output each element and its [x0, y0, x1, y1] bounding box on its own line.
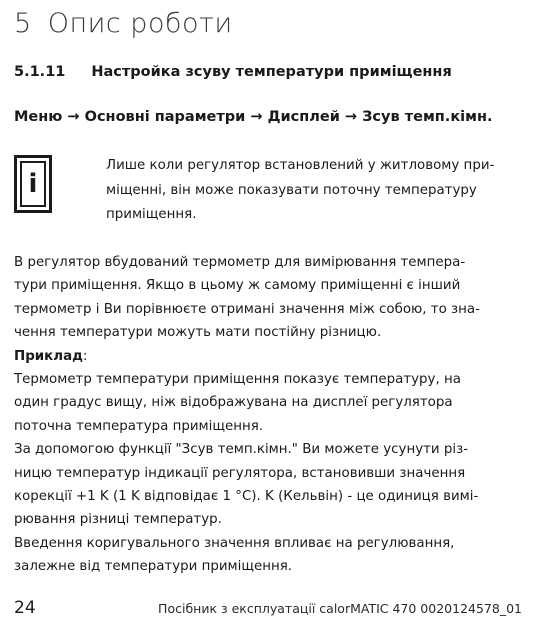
chapter-title: Опис роботи: [47, 8, 233, 39]
body-line: чення температури можуть мати постійну різницю.: [14, 325, 382, 341]
info-note: [106, 154, 524, 228]
info-icon-glyph: i: [20, 161, 46, 207]
body-line: Введення коригувального значення впливає на регулювання,: [14, 535, 455, 551]
body-line: тури приміщення. Якщо в цьому ж самому приміщенні є інший: [14, 278, 461, 294]
body-line: ницю температур індикації регулятора, встановивши значення: [14, 465, 466, 481]
body-line: залежне від температури приміщення.: [14, 559, 293, 575]
chapter-number: 5: [14, 8, 32, 39]
section-heading: [14, 64, 452, 80]
info-icon: [14, 155, 52, 213]
footer-text: Посібник з експлуатації calorMATIC 470 0020124578_01: [158, 601, 522, 616]
body-line: рювання різниці температур.: [14, 512, 222, 528]
body-line: За допомогою функції "Зсув темп.кімн." Ви можете усунути різ-: [14, 442, 469, 458]
note-line: міщенні, він може показувати поточну температуру: [106, 182, 477, 198]
section-number: 5.1.11: [14, 64, 66, 80]
example-heading: [14, 345, 524, 368]
body-line: корекції +1 K (1 K відповідає 1 °C). K (Кельвін) - це одиниця вимі-: [14, 489, 479, 505]
body-line: один градус вищу, ніж відображувана на дисплеї регулятора: [14, 395, 453, 411]
chapter-heading: [14, 8, 233, 39]
note-line: приміщення.: [106, 207, 197, 222]
example-colon: :: [82, 348, 88, 364]
body-text: [14, 251, 524, 579]
body-line: термометр і Ви порівнюєте отримані значення між собою, то зна-: [14, 301, 480, 317]
body-line: поточна температура приміщення.: [14, 418, 264, 434]
body-line: В регулятор вбудований термометр для вимірювання темпера-: [14, 255, 466, 270]
page-number: 24: [14, 598, 36, 618]
body-line: Термометр температури приміщення показує температуру, на: [14, 372, 461, 388]
section-title: Настройка зсуву температури приміщення: [91, 64, 452, 80]
example-label: Приклад: [14, 348, 83, 364]
note-line: Лише коли регулятор встановлений у житловому при-: [106, 158, 495, 173]
menu-path: Меню → Основні параметри → Дисплей → Зсув темп.кімн.: [14, 109, 493, 125]
